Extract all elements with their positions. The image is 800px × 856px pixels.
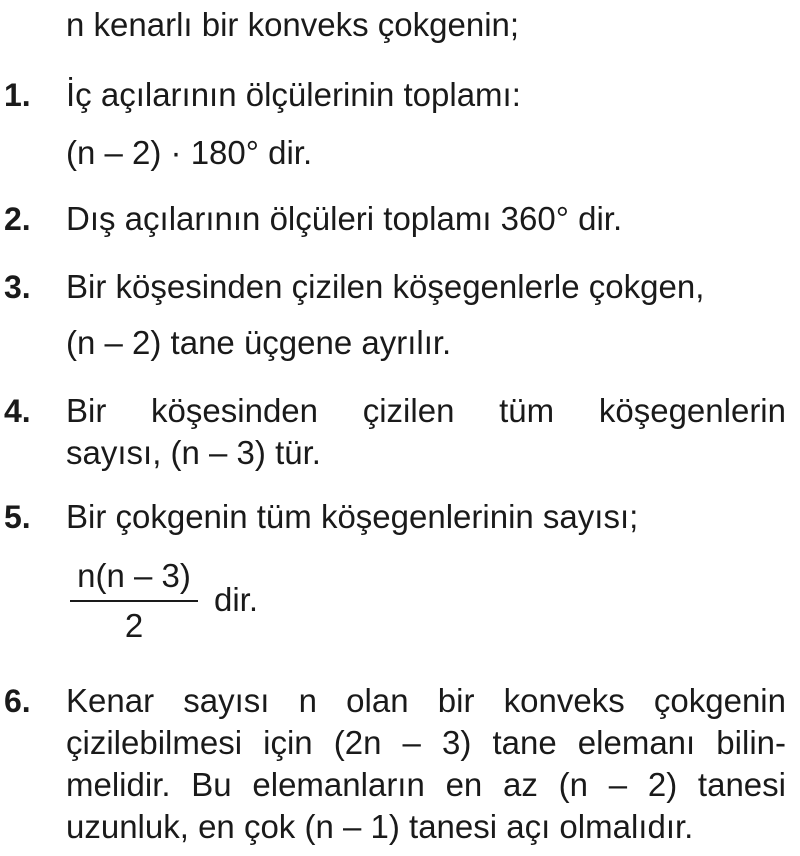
item-6-line-4: uzunluk, en çok (n – 1) tanesi açı olmalıdır. (66, 808, 694, 845)
item-6-line-3: melidir. Bu elemanların en az (n – 2) tanesi (66, 766, 786, 803)
item-1-number: 1. (4, 77, 31, 113)
item-6-line-1: Kenar sayısı n olan bir konveks çokgenin (66, 682, 786, 719)
item-3-line-2: (n – 2) tane üçgene ayrılır. (66, 324, 452, 361)
diagonal-count-formula (70, 556, 258, 646)
item-1-line-2: (n – 2) · 180° dir. (66, 134, 313, 171)
item-6-number: 6. (4, 683, 31, 719)
item-5-line-1: Bir çokgenin tüm köşegenlerinin sayısı; (66, 498, 639, 535)
item-4-line-2: sayısı, (n – 3) tür. (66, 434, 321, 471)
item-3-line-1: Bir köşesinden çizilen köşegenlerle çokgen, (66, 268, 705, 305)
item-6-line-2: çizilebilmesi için (2n – 3) tane elemanı bilin- (66, 724, 786, 761)
fraction-denominator: 2 (124, 607, 144, 644)
item-4-number: 4. (4, 393, 31, 429)
item-3-number: 3. (4, 269, 31, 305)
item-4-line-1: Bir köşesinden çizilen tüm köşegenlerin (66, 392, 786, 429)
item-5-number: 5. (4, 499, 31, 535)
item-2-number: 2. (4, 201, 31, 237)
fraction-suffix: dir. (214, 581, 259, 618)
fraction-bar (70, 600, 198, 602)
item-2-line-1: Dış açılarının ölçüleri toplamı 360° dir. (66, 200, 623, 237)
fraction-numerator: n(n – 3) (77, 557, 191, 594)
intro-text: n kenarlı bir konveks çokgenin; (66, 6, 520, 43)
fraction (70, 556, 198, 646)
item-1-line-1: İç açılarının ölçülerinin toplamı: (66, 76, 521, 113)
